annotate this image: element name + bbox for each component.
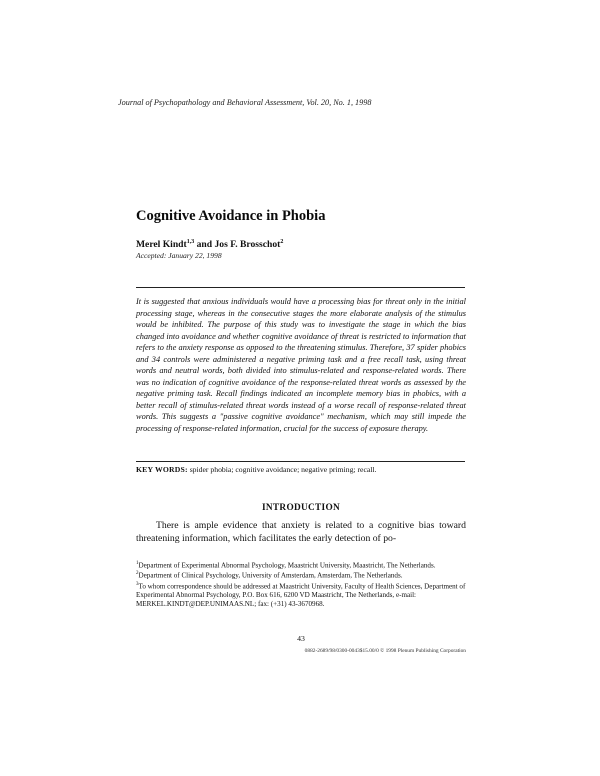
footnotes (136, 560, 466, 609)
footnote (136, 570, 466, 580)
author-name: Merel Kindt (136, 239, 187, 251)
footnote-mark: 1 (136, 561, 139, 566)
footnote-mark: 2 (136, 571, 139, 577)
section-heading-introduction: INTRODUCTION (262, 503, 340, 513)
page-number: 43 (297, 634, 305, 643)
introduction-paragraph (136, 520, 466, 545)
author-name: Jos F. Brosschot (214, 239, 281, 251)
article-title: Cognitive Avoidance in Phobia (136, 208, 326, 224)
author-list (136, 239, 283, 250)
footnote-text: To whom correspondence should be addressed at Maastricht University, Faculty of Health Sciences, Department of Experimental Abnormal Psychology, P.O. Box 616, 6200 VD Maastricht, The Netherlands, e-mail: MERKEL.KINDT@DEP.UNIMAAS.NL; fax: (+31) 43-3670968. (136, 581, 466, 608)
author-join: and (194, 239, 215, 251)
footnote (136, 581, 466, 609)
keywords-text: spider phobia; cognitive avoidance; negative priming; recall. (189, 465, 377, 474)
footnote-text: Department of Experimental Abnormal Psychology, Maastricht University, Maastricht, The Netherlands. (138, 561, 436, 570)
abstract-top-rule (136, 287, 465, 288)
introduction-text: There is ample evidence that anxiety is related to a cognitive bias toward threatening information, which facilitates the early detection of po- (136, 520, 466, 544)
footnote (136, 560, 466, 570)
abstract-text: It is suggested that anxious individuals would have a processing bias for threat only in the initial processing stage, whereas in the consecutive stages the more elaborate analysis of the stimulus would be inhibited. The purpose of this study was to investigate the stage in which the bias changed into avoidance and whether cognitive avoidance of threat is restricted to information that refers to the anxiety response as opposed to the threatening stimulus. Therefore, 37 spider phobics and 34 controls were administered a negative priming task and a free recall task, using threat words and neutral words, both divided into stimulus-related and response-related words. There was no indication of cognitive avoidance of the response-related threat words as assessed by the negative priming task. Recall findings indicated an incomplete memory bias in phobics, with a better recall of stimulus-related threat words instead of a worse recall of response-related threat words. This suggests a "passive cognitive avoidance" mechanism, which may still impede the processing of response-related information, crucial for the success of exposure therapy. (136, 297, 466, 434)
accepted-date: Accepted: January 22, 1998 (136, 251, 222, 260)
keywords (136, 465, 466, 475)
keywords-label: KEY WORDS: (136, 465, 188, 474)
journal-citation: Journal of Psychopathology and Behavioral Assessment, Vol. 20, No. 1, 1998 (118, 98, 372, 107)
abstract-bottom-rule (136, 461, 465, 462)
footnote-mark: 3 (136, 581, 139, 587)
author-affiliation-mark: 1,3 (186, 239, 195, 245)
footnote-text: Department of Clinical Psychology, University of Amsterdam, Amsterdam, The Netherlands. (138, 571, 403, 580)
author-affiliation-mark: 2 (280, 239, 284, 245)
copyright-line: 0882-2689/98/0300-0043$15.00/0 © 1998 Plenum Publishing Corporation (304, 648, 466, 654)
